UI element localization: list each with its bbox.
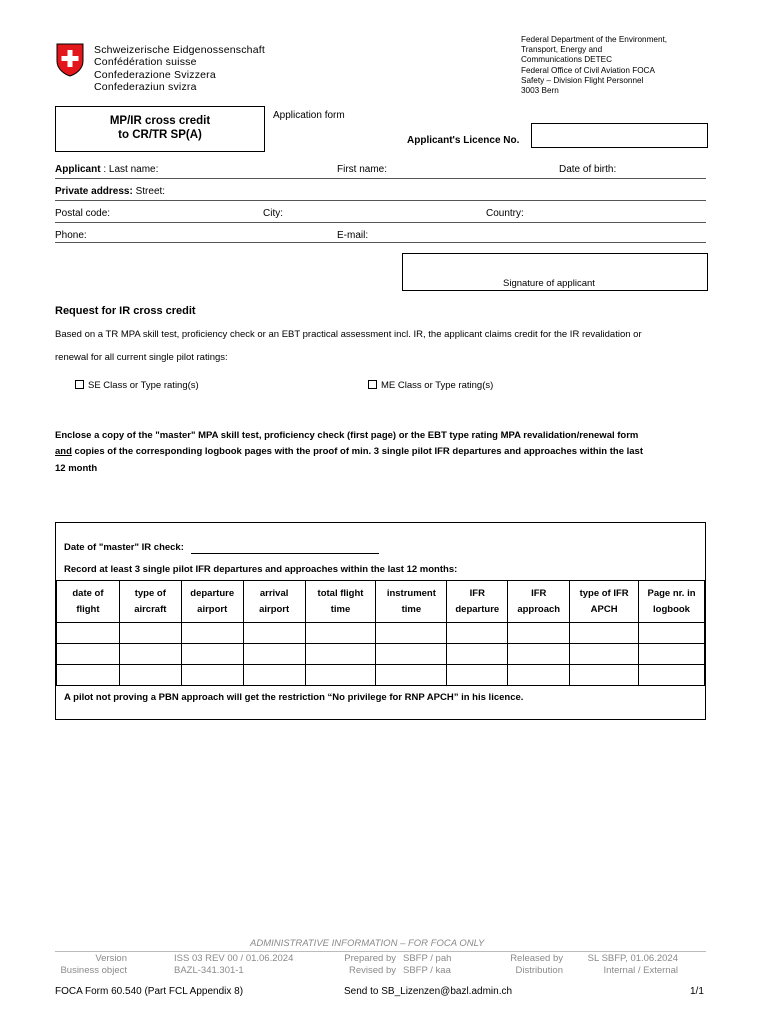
email-label: E-mail: (337, 230, 369, 241)
table-cell[interactable] (181, 623, 243, 644)
postal-label: Postal code: (55, 208, 111, 219)
col-total-time (305, 581, 376, 623)
last-name-text: : Last name: (100, 164, 159, 175)
revised-label: Revised by (349, 964, 396, 976)
table-cell[interactable] (639, 665, 705, 686)
table-cell[interactable] (305, 665, 376, 686)
col-text: total flight (317, 587, 364, 599)
col-text: type of (134, 587, 166, 599)
table-cell[interactable] (639, 644, 705, 665)
applicant-label: Applicant (55, 164, 101, 175)
master-check-line[interactable] (191, 553, 379, 554)
table-row[interactable] (57, 665, 705, 686)
distribution-label: Distribution (515, 964, 563, 976)
phone-label: Phone: (55, 230, 87, 241)
table-cell[interactable] (243, 644, 305, 665)
table-cell[interactable] (305, 623, 376, 644)
confed-rm: Confederaziun svizra (94, 81, 197, 94)
col-text: flight (76, 603, 100, 615)
request-text-2: renewal for all current single pilot ratings: (55, 352, 228, 363)
col-arrival (243, 581, 305, 623)
logbook-table (56, 580, 705, 686)
table-cell[interactable] (181, 644, 243, 665)
office-line: Communications DETEC (521, 55, 612, 65)
col-text: instrument (386, 587, 436, 599)
checkbox-icon[interactable] (368, 380, 377, 389)
confederation-names (94, 44, 265, 94)
admin-labels-3 (503, 953, 563, 976)
col-instrument-time (376, 581, 447, 623)
col-text: logbook (653, 603, 690, 615)
licence-label: Applicant's Licence No. (407, 135, 520, 146)
col-text: date of (72, 587, 104, 599)
line-street[interactable] (55, 200, 706, 201)
col-text: airport (197, 603, 228, 615)
col-ifr-approach (508, 581, 570, 623)
table-cell[interactable] (119, 665, 181, 686)
col-text: time (330, 603, 351, 615)
table-cell[interactable] (305, 644, 376, 665)
col-text: type of IFR (579, 587, 629, 599)
se-rating-option[interactable] (75, 380, 199, 391)
table-row[interactable] (57, 644, 705, 665)
enclose-line-1: Enclose a copy of the "master" MPA skill test, proficiency check (first page) or the EBT type rating MPA revalidation/renewal form (55, 430, 639, 441)
admin-heading: ADMINISTRATIVE INFORMATION – FOR FOCA ONLY (250, 938, 485, 949)
line-phone[interactable] (55, 242, 706, 243)
col-text: APCH (590, 603, 618, 615)
enclose-line-2 (55, 446, 643, 457)
record-instruction: Record at least 3 single pilot IFR departures and approaches within the last 12 months: (64, 564, 458, 575)
col-text: Page nr. in (647, 587, 696, 599)
office-line: 3003 Bern (521, 86, 559, 96)
send-to: Send to SB_Lizenzen@bazl.admin.ch (344, 986, 513, 997)
table-cell[interactable] (508, 665, 570, 686)
line-name[interactable] (55, 178, 706, 179)
version-value: ISS 03 REV 00 / 01.06.2024 (174, 953, 294, 964)
table-cell[interactable] (447, 665, 508, 686)
col-apch-type (570, 581, 639, 623)
form-number: FOCA Form 60.540 (Part FCL Appendix 8) (55, 986, 244, 997)
col-date (57, 581, 120, 623)
page-number: 1/1 (690, 986, 704, 997)
office-line: Federal Department of the Environment, (521, 35, 668, 44)
table-cell[interactable] (508, 644, 570, 665)
form-title-box (55, 106, 265, 152)
confed-fr: Confédération suisse (94, 56, 197, 69)
table-cell[interactable] (447, 644, 508, 665)
office-line: Safety – Division Flight Personnel (521, 75, 644, 85)
admin-labels-2 (338, 953, 396, 976)
col-ifr-departure (447, 581, 508, 623)
signature-label: Signature of applicant (503, 278, 595, 289)
distribution-value: Internal / External (603, 964, 678, 976)
table-cell[interactable] (570, 665, 639, 686)
table-cell[interactable] (570, 644, 639, 665)
col-text: time (401, 603, 422, 615)
last-name-label (55, 164, 158, 175)
col-text: departure (455, 603, 500, 615)
request-text-1: Based on a TR MPA skill test, proficiency check or an EBT practical assessment incl. IR, the applicant claims credit for the IR revalidation or (55, 329, 642, 340)
col-type (119, 581, 181, 623)
me-rating-option[interactable] (368, 380, 493, 391)
released-label: Released by (510, 953, 563, 964)
first-name-label: First name: (337, 164, 388, 175)
col-text: departure (190, 587, 235, 599)
col-text: airport (259, 603, 290, 615)
col-text: aircraft (134, 603, 167, 615)
table-cell[interactable] (119, 623, 181, 644)
table-cell[interactable] (57, 623, 120, 644)
admin-values-1 (174, 953, 293, 976)
se-rating-label: SE Class or Type rating(s) (88, 380, 199, 391)
table-cell[interactable] (376, 665, 447, 686)
master-check-label: Date of "master" IR check: (64, 542, 184, 553)
table-header-row (57, 581, 705, 623)
table-cell[interactable] (639, 623, 705, 644)
city-label: City: (263, 208, 283, 219)
table-cell[interactable] (243, 623, 305, 644)
table-cell[interactable] (57, 665, 120, 686)
country-label: Country: (486, 208, 524, 219)
enclose-line-2-text: copies of the corresponding logbook pages with the proof of min. 3 single pilot IFR departures and approaches within the last (71, 446, 643, 457)
street-label: Street: (132, 186, 166, 197)
table-cell[interactable] (57, 644, 120, 665)
swiss-flag-icon (56, 43, 84, 77)
table-cell[interactable] (376, 623, 447, 644)
admin-divider (55, 951, 706, 952)
office-address (521, 35, 667, 96)
form-title-line1: MP/IR cross credit (109, 115, 211, 127)
col-departure (181, 581, 243, 623)
table-cell[interactable] (181, 665, 243, 686)
table-cell[interactable] (119, 644, 181, 665)
prepared-value: SBFP / pah (403, 953, 452, 964)
col-text: IFR (531, 587, 547, 599)
enclose-and: and (55, 446, 72, 457)
business-label: Business object (60, 964, 127, 976)
form-title-line2: to CR/TR SP(A) (118, 129, 202, 141)
pbn-note: A pilot not proving a PBN approach will get the restriction “No privilege for RNP APCH” in his licence. (64, 692, 524, 703)
version-label: Version (95, 953, 127, 964)
confed-it: Confederazione Svizzera (94, 68, 216, 81)
admin-values-2 (403, 953, 451, 976)
table-cell[interactable] (508, 623, 570, 644)
table-cell[interactable] (376, 644, 447, 665)
table-cell[interactable] (447, 623, 508, 644)
released-value: SL SBFP, 01.06.2024 (587, 953, 678, 964)
office-line: Transport, Energy and (521, 45, 603, 55)
me-rating-label: ME Class or Type rating(s) (381, 380, 494, 391)
office-line: Federal Office of Civil Aviation FOCA (521, 65, 655, 75)
revised-value: SBFP / kaa (403, 964, 451, 976)
private-address-label: Private address: (55, 186, 133, 197)
admin-labels-1 (55, 953, 127, 976)
licence-number-field[interactable] (531, 123, 708, 148)
enclose-line-3: 12 month (55, 463, 98, 474)
line-postal[interactable] (55, 222, 706, 223)
col-text: IFR (469, 587, 485, 599)
business-value: BAZL-341.301-1 (174, 964, 244, 976)
application-form-label: Application form (273, 110, 345, 121)
prepared-label: Prepared by (344, 953, 396, 964)
confed-de: Schweizerische Eidgenossenschaft (94, 44, 265, 56)
address-label (55, 186, 165, 197)
table-cell[interactable] (243, 665, 305, 686)
logbook-section (55, 522, 706, 720)
dob-label: Date of birth: (559, 164, 617, 175)
admin-values-3 (572, 953, 678, 976)
col-page (639, 581, 705, 623)
checkbox-icon[interactable] (75, 380, 84, 389)
table-cell[interactable] (570, 623, 639, 644)
request-heading: Request for IR cross credit (55, 305, 196, 317)
col-text: arrival (259, 587, 289, 599)
col-text: approach (517, 603, 561, 615)
table-row[interactable] (57, 623, 705, 644)
